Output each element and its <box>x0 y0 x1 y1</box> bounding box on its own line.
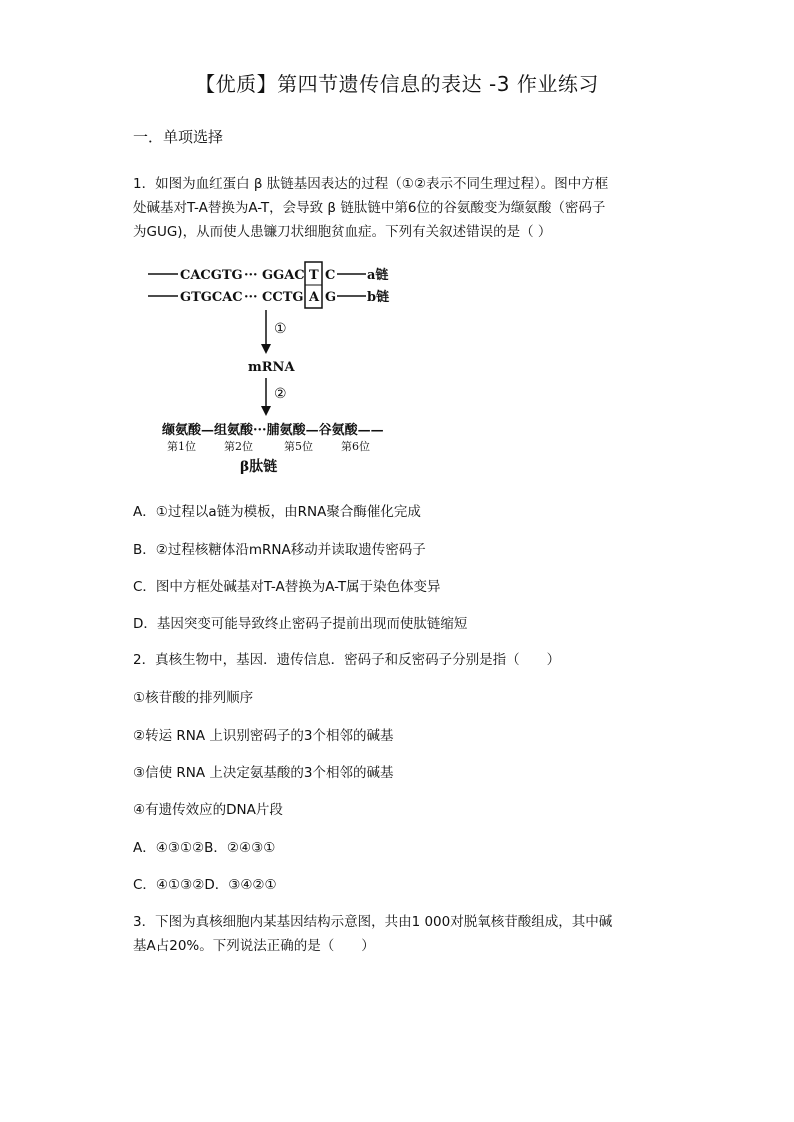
q2-stem: 2．真核生物中，基因．遗传信息．密码子和反密码子分别是指（ ） <box>133 652 561 668</box>
transcription-arrowhead <box>261 344 271 354</box>
q2-options-line-1: A．④③①②B．②④③① <box>133 840 276 856</box>
strand-b-label: b链 <box>367 290 390 305</box>
beta-chain-label: β肽链 <box>240 459 278 475</box>
step-1-label: ① <box>274 321 287 337</box>
q1-stem-line-3: 为GUG)，从而使人患镰刀状细胞贫血症。下列有关叙述错误的是（ ） <box>133 224 552 240</box>
q2-item-2: ②转运 RNA 上识别密码子的3个相邻的碱基 <box>133 728 394 744</box>
strand-a-boxed-base: T <box>309 268 319 283</box>
strand-b-ellipsis: ··· <box>244 290 258 305</box>
position-2-label: 第2位 <box>224 440 253 453</box>
strand-b-mid-seq: CCTG <box>262 290 304 305</box>
position-5-label: 第5位 <box>284 440 313 453</box>
strand-a-right-seq: C <box>325 268 336 283</box>
q3-stem-line-2: 基A占20%。下列说法正确的是（ ） <box>133 938 375 954</box>
q1-option-b: B．②过程核糖体沿mRNA移动并读取遗传密码子 <box>133 542 426 558</box>
strand-b-boxed-base: A <box>309 290 320 305</box>
q2-item-4: ④有遗传效应的DNA片段 <box>133 802 283 818</box>
translation-arrowhead <box>261 406 271 416</box>
mrna-label: mRNA <box>248 360 295 375</box>
q1-option-c: C．图中方框处碱基对T-A替换为A-T属于染色体变异 <box>133 579 441 595</box>
q1-stem-line-2: 处碱基对T-A替换为A-T，会导致 β 链肽链中第6位的谷氨酸变为缬氨酸（密码子 <box>133 200 606 216</box>
q2-item-1: ①核苷酸的排列顺序 <box>133 690 254 706</box>
peptide-sequence: 缬氨酸—组氨酸···脯氨酸—谷氨酸—— <box>162 423 384 438</box>
document-title: 【优质】第四节遗传信息的表达 -3 作业练习 <box>195 72 599 96</box>
position-1-label: 第1位 <box>167 440 196 453</box>
gene-expression-figure <box>140 258 440 480</box>
q1-option-d: D．基因突变可能导致终止密码子提前出现而使肽链缩短 <box>133 616 468 632</box>
q2-item-3: ③信使 RNA 上决定氨基酸的3个相邻的碱基 <box>133 765 394 781</box>
q2-options-line-2: C．④①③②D．③④②① <box>133 877 277 893</box>
q1-stem-line-1: 1．如图为血红蛋白 β 肽链基因表达的过程（①②表示不同生理过程）。图中方框 <box>133 176 609 192</box>
strand-a-mid-seq: GGAC <box>262 268 305 283</box>
position-6-label: 第6位 <box>341 440 370 453</box>
q1-option-a: A．①过程以a链为模板，由RNA聚合酶催化完成 <box>133 504 421 520</box>
section-heading: 一．单项选择 <box>133 128 224 146</box>
q3-stem-line-1: 3．下图为真核细胞内某基因结构示意图，共由1 000对脱氧核苷酸组成，其中碱 <box>133 914 613 930</box>
gene-expression-diagram <box>140 258 440 480</box>
strand-b-left-seq: GTGCAC <box>180 290 243 305</box>
strand-b-right-seq: G <box>325 290 337 305</box>
strand-a-label: a链 <box>367 268 389 283</box>
strand-a-left-seq: CACGTG <box>180 268 243 283</box>
strand-a-ellipsis: ··· <box>244 268 258 283</box>
step-2-label: ② <box>274 386 287 402</box>
